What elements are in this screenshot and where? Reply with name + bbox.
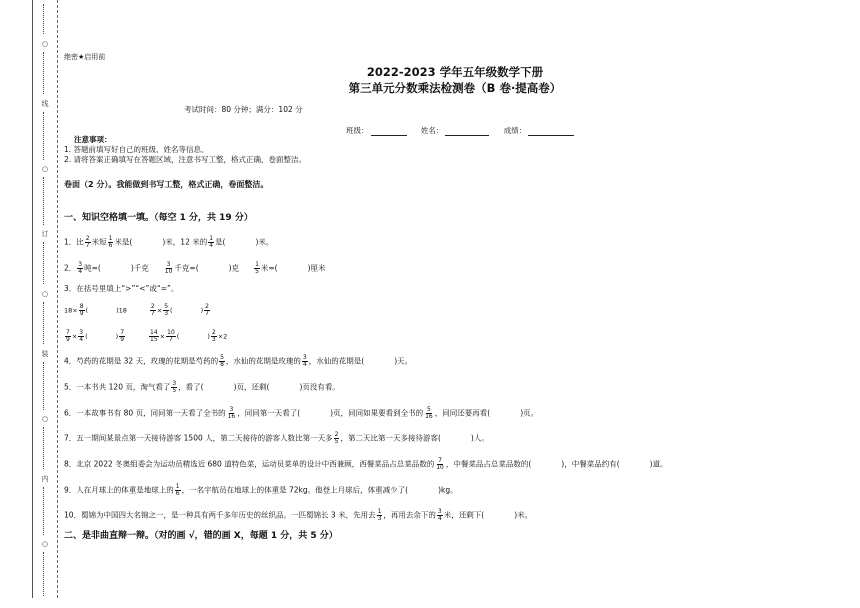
section1-heading: 一、知识空格填一填。（每空 1 分，共 19 分） [64,213,253,223]
dotted-line [43,552,46,596]
question-3: 3．在括号里填上“>”“<”或“=”。 [64,284,179,293]
fraction: $\frac{2}{7}$ [85,235,90,249]
fraction: $\frac{1}{6}$ [108,235,113,249]
fraction: $\frac{2}{7}$ [150,303,155,317]
dotted-line [43,242,46,284]
secret-mark: 绝密★启用前 [64,53,106,61]
fraction: $\frac{5}{8}$ [220,354,224,368]
fraction: $\frac{3}{16}$ [227,406,236,420]
exam-title: 2022-2023 学年五年级数学下册 [366,65,544,79]
exam-subtitle: 第三单元分数乘法检测卷（B 卷·提高卷） [348,81,562,95]
class-blank [371,127,407,136]
binding-label-line: 线 [41,100,49,108]
fraction: $\frac{3}{4}$ [79,329,84,343]
neatness-line: 卷面（2 分）。我能做到书写工整，格式正确，卷面整洁。 [64,180,269,189]
fraction: $\frac{3}{4}$ [78,261,83,275]
fraction: $\frac{3}{4}$ [302,354,307,368]
fraction: $\frac{1}{3}$ [377,508,382,522]
binding-label-ding: 订 [41,230,49,238]
question-6: 6．一本故事书有 80 页，同同第一天看了全书的 $\frac{3}{16}$ ，同同第一天看了( )页，同同如果要看到全书的 $\frac{5}{16}$ ，同同还要再看( )页。 [64,406,539,420]
circle-marker: ○ [41,540,49,548]
circle-marker: ○ [41,40,49,48]
fraction: $\frac{5}{3}$ [164,303,169,317]
exam-info: 考试时间：80 分钟；满分：102 分 [184,105,303,114]
fraction: $\frac{7}{9}$ [66,329,70,343]
question-5: 5．一本书共 120 页，淘气看了 $\frac{3}{5}$ ，看了( )页，还剩( )页没有看。 [64,380,340,394]
name-blank [445,127,489,136]
question-10: 10．蜀锦为中国四大名锦之一，是一种具有两千多年历史的丝织品。一匹蜀锦长 3 米，先用去 $\frac{1}{3}$ ，再用去余下的 $\frac{3}{4}$ 米，还剩下( )米。 [64,508,533,522]
score-blank [528,127,574,136]
exam-page [60,0,850,608]
fraction: $\frac{3}{5}$ [172,380,177,394]
dotted-line [43,302,46,344]
fraction: $\frac{2}{3}$ [211,329,216,343]
fraction: $\frac{1}{5}$ [255,261,259,275]
score-label: 成绩： [503,126,527,135]
class-field [346,126,576,136]
question-4: 4．芍药的花期是 32 天，玫瑰的花期是芍药的 $\frac{5}{8}$ ，水仙的花期是玫瑰的 $\frac{3}{4}$ ，水仙的花期是( )天。 [64,354,413,368]
fraction: $\frac{14}{15}$ [150,329,158,343]
binding-label-nei: 内 [41,475,49,483]
dotted-line [43,177,46,225]
fraction: $\frac{2}{5}$ [334,431,339,445]
question-2: 2． $\frac{3}{4}$ 吨=( )千克 $\frac{3}{10}$ 千克=( )克 $\frac{1}{5}$ 米=( )厘米 [64,261,326,275]
question-7: 7．五一期间某景点第一天接待游客 1500 人，第二天接待的游客人数比第一天多 $\frac{2}{5}$ ，第二天比第一天多接待游客( )人。 [64,431,489,445]
dotted-line [43,112,46,160]
circle-marker: ○ [41,165,49,173]
fraction: $\frac{5}{16}$ [425,406,433,420]
binding-label-zhuang: 装 [41,350,49,358]
dotted-line [43,52,46,94]
circle-marker: ○ [41,290,49,298]
notes-item-2: 2. 请将答案正确填写在答题区域，注意书写工整，格式正确，卷面整洁。 [64,155,307,164]
name-label: 姓名： [420,126,444,135]
fraction: $\frac{3}{4}$ [437,508,442,522]
fraction: $\frac{1}{4}$ [209,235,214,249]
section2-heading: 二、是非曲直辩一辩。（对的画 √，错的画 X，每题 1 分，共 5 分） [64,531,338,541]
dotted-line [43,362,46,410]
fraction: $\frac{7}{9}$ [120,329,125,343]
dotted-line [43,4,46,34]
dotted-line [43,487,46,535]
class-label: 班级： [346,126,369,135]
fraction: $\frac{10}{7}$ [167,329,175,343]
question-3-row-2: $\frac{7}{9}$ × $\frac{3}{4}$ ( ) $\frac{7}{9}$ $\frac{14}{15}$ × $\frac{10}{7}$ ( ) $\frac{2}{3}$ ×2 [66,329,228,343]
question-9: 9．人在月球上的体重是地球上的 $\frac{1}{6}$ ，一名宇航员在地球上的体重是 72kg。他登上月球后，体重减少了( )kg。 [64,483,458,497]
question-3-row-1: 18× $\frac{8}{9}$ ( )18 $\frac{2}{7}$ × $\frac{5}{3}$ ( ) $\frac{2}{7}$ [64,303,209,317]
question-8: 8．北京 2022 冬奥组委会为运动员精选近 680 道特色菜，运动员菜单的设计中西兼顾，西餐菜品占总菜品数的 $\frac{7}{10}$ ，中餐菜品占总菜品数的( )，中餐菜品约有( )道。 [64,457,668,471]
fraction: $\frac{3}{10}$ [164,261,173,275]
question-1: 1．比 $\frac{2}{7}$ 米短 $\frac{1}{6}$ 米是( )米，12 米的 $\frac{1}{4}$ 是( )米。 [64,235,274,249]
fraction: $\frac{1}{6}$ [175,483,180,497]
dotted-line [43,427,46,469]
binding-margin [32,0,58,598]
fraction: $\frac{2}{7}$ [205,303,209,317]
notes-item-1: 1. 答题前填写好自己的班级、姓名等信息。 [64,145,209,154]
fraction: $\frac{8}{9}$ [79,303,84,317]
notes-title: 注意事项： [74,135,112,144]
circle-marker: ○ [41,415,49,423]
fraction: $\frac{7}{10}$ [436,457,444,471]
